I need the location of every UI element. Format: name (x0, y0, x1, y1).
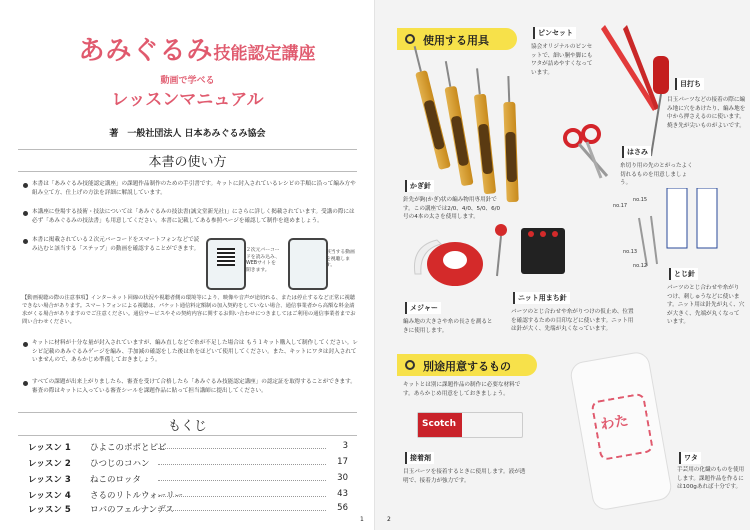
tweezers-label: ピンセット (533, 27, 576, 39)
divider (18, 435, 357, 436)
divider (18, 149, 357, 150)
toc-lesson: レッスン 4 (28, 491, 71, 501)
tojibari-desc: パーツのとじ合わせや糸がりつけ、刺しゅうなどに使います。ニット用は針先が丸く、穴が大きく、先端が丸くなっています。 (667, 285, 745, 325)
toc-leader (158, 464, 326, 465)
tojibari-label: とじ針 (669, 268, 698, 280)
howto-heading: 本書の使い方 (148, 155, 227, 170)
toc-page: 3 (342, 441, 348, 451)
toc-name: ひつじのコハン (90, 459, 150, 469)
toc-row[interactable] (28, 473, 348, 485)
toc-page: 43 (337, 489, 348, 499)
needle-size-label: no.12 (633, 263, 648, 269)
bullet-dot (23, 342, 28, 347)
howto-bullet-1: 本書は「あみぐるみ技能認定講座」の課題作品制作のための手引書です。キットに封入されているレシピの手順に沿って編み方や組み立て方、仕上げの方法を詳細に解説しています。 (32, 181, 356, 196)
tools-heading: 使用する用具 (423, 34, 489, 47)
bullet-dot (23, 381, 28, 386)
right-page (375, 0, 750, 530)
hook-tip (476, 68, 481, 94)
page-number-left: 1 (360, 516, 364, 523)
hook-tip (445, 61, 451, 87)
howto-bullet-3: 本書に掲載されている２次元バーコードをスマートフォンなどで読み込むと該当する「ステップ」の動画を確認することができます。 (32, 237, 200, 252)
pin-desc: パーツのとじ合わせや糸がりつけの仮止め、位置を確認するための目印などに使います。ニット用は針が大く、先端が丸くなっています。 (511, 309, 634, 332)
glue-tube-illustration (417, 412, 523, 438)
phone-caption-2: 該当する動画を視聴します。 (326, 250, 355, 268)
stuffing-bag-illustration (569, 350, 674, 512)
crochet-hook-illustration (503, 102, 518, 202)
toc-name: ねこのロッタ (90, 475, 141, 485)
hook-tip (507, 76, 510, 102)
glue-label: 接着剤 (405, 452, 434, 464)
divider (18, 412, 357, 413)
title-main: あみぐるみ (78, 36, 214, 66)
extras-heading: 別途用意するもの (423, 360, 511, 373)
toc-name: ロバのフェルナンデス (90, 505, 174, 515)
toc-row[interactable] (28, 441, 348, 453)
video-notice: 【動画視聴の際の注意事項】インターネット回線の状況や視聴者側の環境等により、映像や音声が途切れる、または停止するなど正常に視聴できない場合があります。スマートフォンによる視聴は、パケット通信料定額制の加入契約をしていない場合、通信事業者から高額な料金請求がくる場合がありますのでご注意ください。通信サービスやその契約内容に関するお問い合わせにつきましてはご利用の通信事業者までお問い合わせください。 (22, 295, 356, 325)
toc-name: ひよこのポポとピピ (90, 443, 167, 453)
needle-size-label: no.13 (623, 249, 638, 255)
toc-row[interactable] (28, 503, 348, 515)
subtitle-big: レッスンマニュアル (111, 90, 264, 110)
bullet-dot (23, 183, 28, 188)
phone-illustration-1 (206, 238, 246, 290)
hook-grip (451, 115, 470, 166)
title-sub: 技能認定講座 (213, 44, 316, 64)
scissors-label: はさみ (622, 146, 651, 158)
toc-heading: もくじ (167, 419, 207, 434)
awl-label: 目打ち (675, 78, 704, 90)
stuffing-package-text: わた (599, 412, 630, 434)
toc-page: 56 (337, 503, 348, 513)
tape-measure-illustration (407, 234, 487, 296)
toc-row[interactable] (28, 489, 348, 501)
tape-label: メジャー (405, 302, 441, 314)
toc-lesson: レッスン 1 (28, 443, 71, 453)
scissors-desc: 糸切り用の先のとがったよく切れるものを用意しましょう。 (620, 163, 693, 186)
extras-banner (397, 354, 537, 376)
needle-size-label: no.15 (633, 197, 648, 203)
tweezers-desc: 協会オリジナルのピンセットで、細い胴や脚にもワタが詰めやすくなっています。 (531, 44, 593, 76)
yarn-ball-icon (405, 34, 415, 44)
book-title (52, 30, 342, 67)
hook-grip (423, 99, 445, 150)
wata-label: ワタ (679, 452, 701, 464)
tape-desc: 編み地の大きさや糸の長さを測るときに使用します。 (403, 319, 493, 334)
hook-desc: 針先が鉤(かぎ)状の編み物用専用針です。この講座では2/0、4/0、5/0、6/0号の4本の太さを使用します。 (403, 197, 501, 220)
page-number-right: 2 (387, 516, 391, 523)
author-line: 著 一般社団法人 日本あみぐるみ協会 (109, 129, 266, 139)
pin-label: ニット用まち針 (513, 292, 570, 304)
phone-caption-1: ２次元バーコードを読み込み、WEBサイトを開きます。 (246, 248, 280, 273)
hook-grip (478, 124, 493, 175)
yarn-ball-icon (405, 360, 415, 370)
subtitle-small: 動画で学べる (160, 76, 215, 86)
toc-leader (158, 496, 326, 497)
scissors-illustration (561, 124, 613, 180)
howto-bullet-2: 本講座に登場する技術・技法については「あみぐるみの技法書(誠文堂新光社)」にさらに詳しく掲載されています。受講の際には必ず「あみぐるみの技法書」も用意してください。本書に記載してある参照ページを確認して制作を進めましょう。 (32, 209, 355, 224)
kit-bullet: キットに材料が十分な量が封入されていますが、編み直しなどで糸が不足した場合は もう１キット購入して制作してください。レシピ記載のあみぐるみゲージを編み、手加減の確認をした後は糸をほどいて使用してください。また、キットにワタは封入されていませんので、あらかじめ準備しておきましょう。 (32, 340, 358, 364)
crochet-hook-illustration (415, 70, 451, 170)
toc-lesson: レッスン 2 (28, 459, 71, 469)
crochet-hook-illustration (474, 94, 496, 195)
marking-pins-illustration (489, 222, 571, 284)
qr-code-icon (217, 248, 235, 266)
extras-desc: キットとは別に課題作品の制作に必要な材料です。あらかじめ用意をしておきましょう。 (403, 382, 521, 397)
hook-label: かぎ針 (405, 180, 434, 192)
bullet-dot (23, 239, 28, 244)
toc-page: 30 (337, 473, 348, 483)
divider (18, 171, 357, 172)
toc-page: 17 (337, 457, 348, 467)
wata-desc: 手芸用の化繊のものを使用します。課題作品を作るには100gあれば十分です。 (677, 467, 745, 490)
awl-desc: 目玉パーツなどの接着の際に編み地に穴をあけたり、編み地を中から押さえるのに使います。焼き先が尖いものがよいです。 (667, 97, 746, 129)
toc-lesson: レッスン 3 (28, 475, 71, 485)
bullet-dot (23, 211, 28, 216)
toc-name: さるのリトルウォーリー (90, 491, 184, 501)
exam-bullet: すべての課題が出来上がりましたら、審査を受けて合格したら「あみぐるみ技能認定講座」の認定証を取得することができます。審査の際はキットに入っている審査シールを課題作品に貼って担当講師に提出してください。 (32, 379, 356, 394)
phone-illustration-2 (288, 238, 328, 290)
glue-desc: 目玉パーツを接着するときに使用します。液が透明で、接着力が強力です。 (403, 469, 526, 484)
toc-leader (158, 480, 326, 481)
toc-lesson: レッスン 5 (28, 505, 71, 515)
hook-grip (505, 132, 517, 182)
crochet-hook-illustration (444, 86, 473, 187)
toc-leader (158, 448, 326, 449)
toc-leader (158, 510, 326, 511)
glue-brand: Scotch (422, 419, 457, 429)
needle-size-label: no.17 (613, 203, 628, 209)
toc-row[interactable] (28, 457, 348, 469)
